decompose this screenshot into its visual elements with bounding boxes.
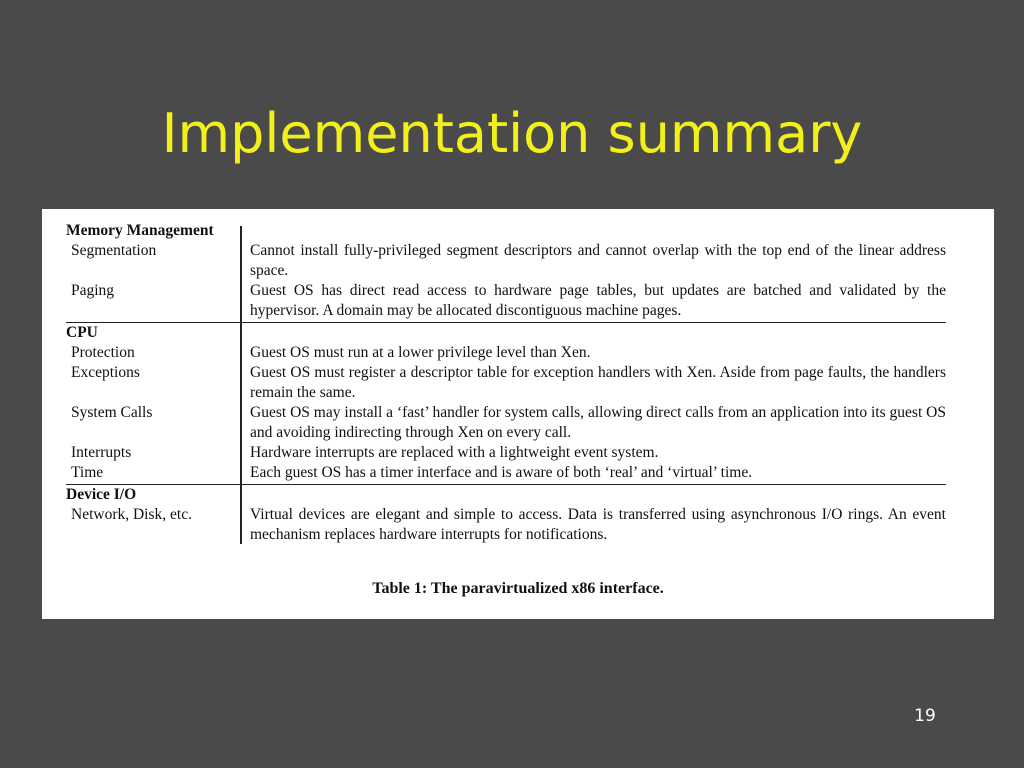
row-label: Time [71,464,104,481]
table-row [66,363,946,403]
interface-table [66,221,946,545]
row-description: Virtual devices are elegant and simple to access. Data is transferred using asynchronous I/O rings. An event mechanism replaces hardware interrupts for notifications. [250,506,946,543]
section-header-row [66,323,946,343]
row-label: Segmentation [71,242,157,259]
table-caption: Table 1: The paravirtualized x86 interface. [372,580,664,597]
row-description: Guest OS has direct read access to hardware page tables, but updates are batched and validated by the hypervisor. A domain may be allocated discontiguous machine pages. [250,282,946,319]
table-section-cpu [66,322,946,483]
table-row [66,241,946,281]
row-label: Exceptions [71,364,140,381]
row-label: Network, Disk, etc. [71,506,192,523]
table-row [66,403,946,443]
page-number: 19 [914,706,936,726]
row-description: Hardware interrupts are replaced with a lightweight event system. [250,444,659,461]
row-label: Interrupts [71,444,132,461]
row-label: Paging [71,282,115,299]
row-label: System Calls [71,404,153,421]
row-description: Guest OS must run at a lower privilege level than Xen. [250,344,591,361]
category-label: CPU [66,324,98,341]
section-header-row [66,485,946,505]
table-row [66,463,946,483]
table-row [66,343,946,363]
table-section-device-io [66,484,946,545]
table-row [66,505,946,545]
table-image-panel [42,209,994,619]
row-description: Each guest OS has a timer interface and is aware of both ‘real’ and ‘virtual’ time. [250,464,753,481]
category-label: Device I/O [66,486,137,503]
slide-title: Implementation summary [161,102,863,165]
table-row [66,281,946,321]
row-description: Guest OS must register a descriptor table for exception handlers with Xen. Aside from page faults, the handlers remain the same. [250,364,946,401]
row-label: Protection [71,344,135,361]
table-section-memory [66,221,946,321]
category-label: Memory Management [66,222,214,239]
table-row [66,443,946,463]
row-description: Guest OS may install a ‘fast’ handler for system calls, allowing direct calls from an application into its guest OS and avoiding indirecting through Xen on every call. [250,404,946,441]
row-description: Cannot install fully-privileged segment descriptors and cannot overlap with the top end of the linear address space. [250,242,946,279]
section-header-row [66,221,946,241]
